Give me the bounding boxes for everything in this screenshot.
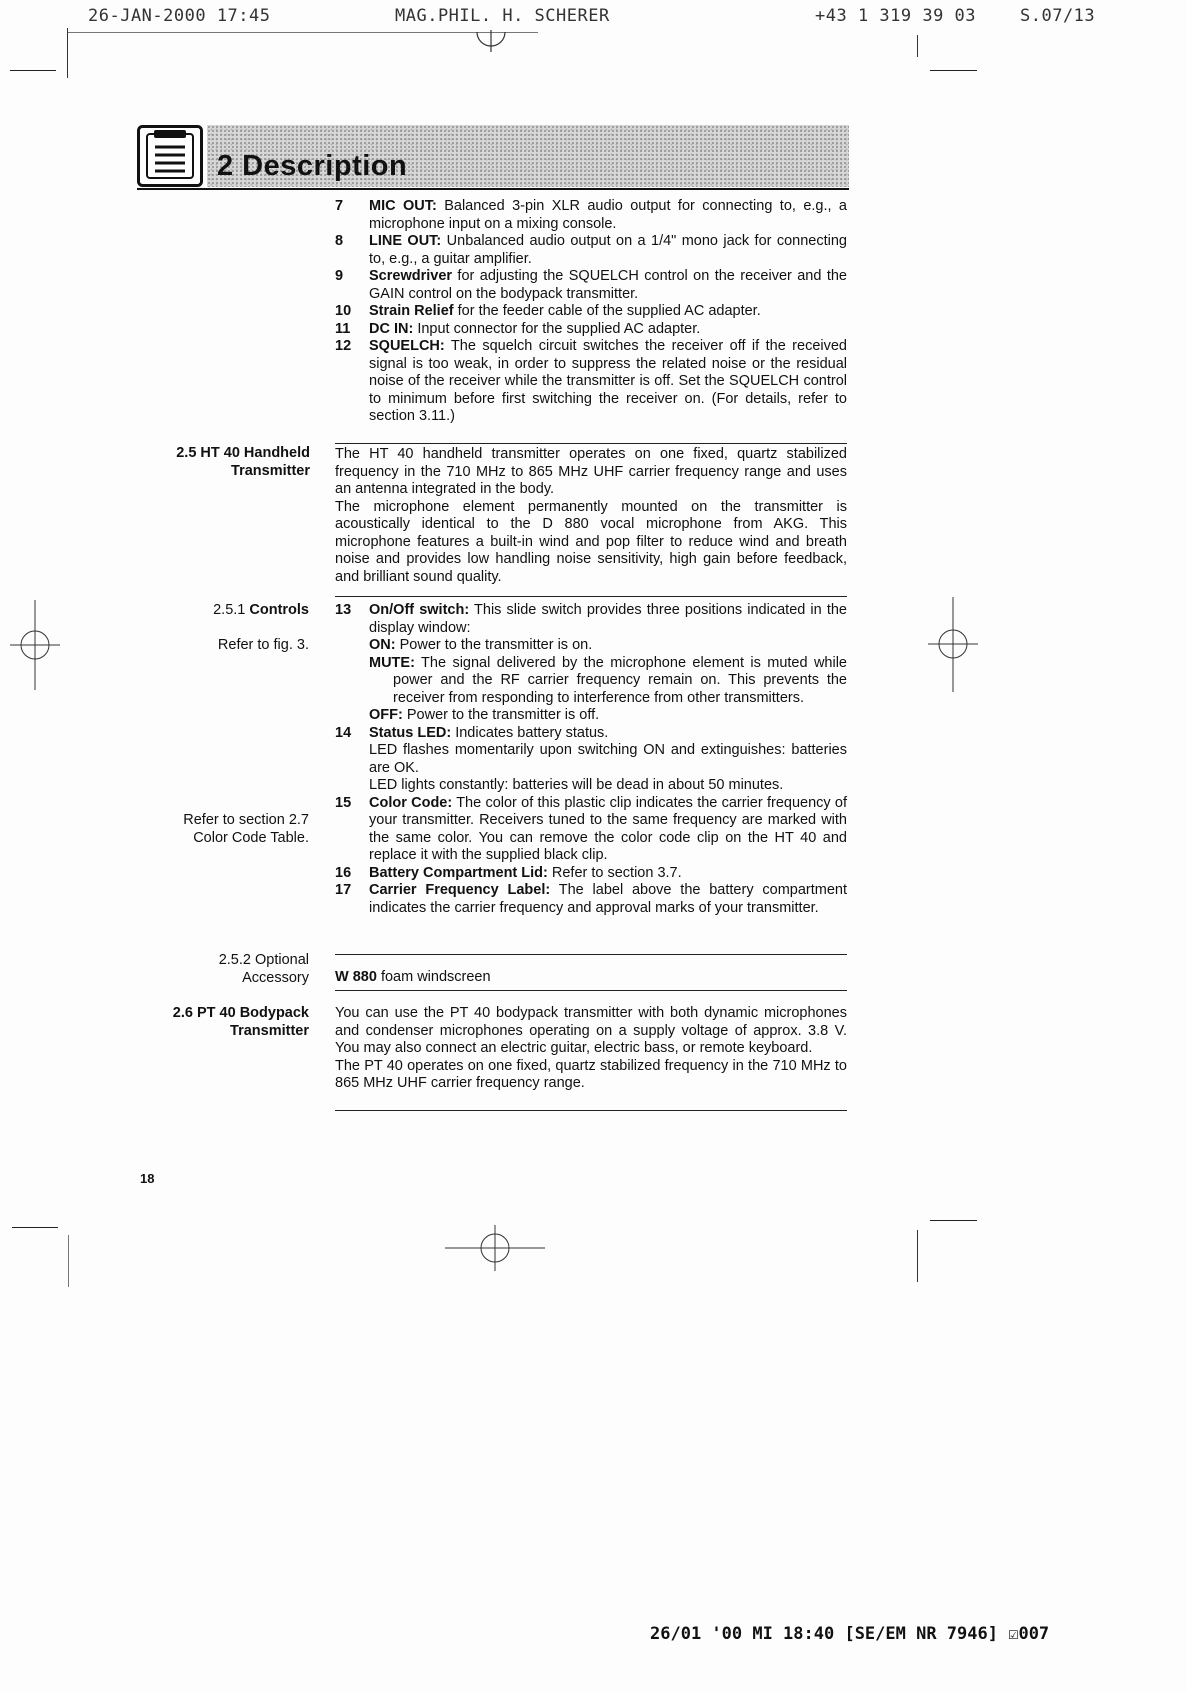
items-top <box>335 198 847 426</box>
crop-mark <box>68 1235 69 1287</box>
list-item <box>335 882 847 917</box>
switch-position-off <box>369 707 847 725</box>
item-term: On/Off switch: <box>369 602 470 618</box>
fax-phone: +43 1 319 39 03 <box>815 6 977 26</box>
item-text: Balanced 3-pin XLR audio output for connecting to, e.g., a microphone input on a mixing console. <box>369 198 847 232</box>
registration-mark-top <box>475 30 507 52</box>
item-text: This slide switch provides three positions indicated in the display window: <box>369 602 847 636</box>
item-term: Status LED: <box>369 724 452 741</box>
position-text: Power to the transmitter is off. <box>402 707 600 723</box>
item-number: 15 <box>335 794 352 811</box>
fax-scan-line <box>68 32 538 33</box>
list-item <box>335 865 847 883</box>
item-number: 12 <box>335 338 352 354</box>
switch-position-mute <box>369 655 847 708</box>
accessory-body <box>335 969 847 987</box>
section-rule <box>335 1110 847 1111</box>
position-text: Power to the transmitter is on. <box>395 637 593 653</box>
section-rule <box>335 954 847 955</box>
crop-mark <box>67 28 68 78</box>
chapter-title: 2 Description <box>217 150 408 182</box>
item-text: Indicates battery status. <box>451 724 609 741</box>
item-term: Carrier Frequency Label: <box>369 882 551 898</box>
item-number: 14 <box>335 724 352 741</box>
list-item <box>335 602 847 637</box>
item-text: for the feeder cable of the supplied AC adapter. <box>453 303 761 319</box>
list-item <box>335 233 847 268</box>
chapter-banner <box>137 125 849 190</box>
item-text: The squelch circuit switches the receiver off if the received signal is too weak, in order to suppress the related noise or the residual noise of the receiver while the transmitter is off. Set the SQUELCH control to minimum before first switching the receiver on. (For details, refer to section 3.11.) <box>369 338 847 424</box>
led-status-low: LED lights constantly: batteries will be dead in about 50 minutes. <box>369 777 784 793</box>
ht40-paragraph: The microphone element permanently mounted on the transmitter is acoustically identical to the D 880 vocal microphone from AKG. This microphone features a built-in wind and pop filter to reduce wind and breath noise and provides low handling noise sensitivity, high gain before feedback, and brilliant sound quality. <box>335 498 847 585</box>
list-item <box>335 321 847 339</box>
crop-mark <box>12 1227 58 1228</box>
crop-mark <box>930 70 977 71</box>
item-number: 11 <box>335 320 351 337</box>
registration-mark-left <box>10 600 60 690</box>
item-number: 8 <box>335 233 344 249</box>
item-term: Screwdriver <box>369 268 453 284</box>
controls-body <box>335 602 847 917</box>
item-number: 17 <box>335 882 352 898</box>
item-term: MIC OUT: <box>369 198 437 214</box>
section-rule <box>335 443 847 444</box>
list-item <box>335 198 847 233</box>
item-term: SQUELCH: <box>369 338 445 354</box>
item-term: DC IN: <box>369 320 414 337</box>
section-heading-controls <box>130 602 309 620</box>
item-number: 16 <box>335 864 352 881</box>
ht40-paragraph: The HT 40 handheld transmitter operates on one fixed, quartz stabilized frequency in the 710 MHz to 865 MHz UHF carrier frequency range and uses an antenna integrated in the body. <box>335 446 847 497</box>
section-heading-accessory: 2.5.2 Optional Accessory <box>218 952 309 986</box>
controls-heading-number: 2.5.1 <box>213 602 246 618</box>
controls-note-color-code: Refer to section 2.7 Color Code Table. <box>183 812 309 846</box>
fax-page: S.07/13 <box>1020 6 1096 26</box>
item-number: 9 <box>335 268 344 284</box>
position-term: OFF: <box>369 707 403 723</box>
pt40-paragraph: You can use the PT 40 bodypack transmitter with both dynamic microphones and condenser microphones operating on a supply voltage of approx. 3.8 V. You may also connect an electric guitar, electric bass, or remote keyboard. <box>335 1005 847 1056</box>
fax-footer: 26/01 '00 MI 18:40 [SE/EM NR 7946] ☑007 <box>650 1624 1050 1644</box>
list-item <box>335 725 847 743</box>
document-icon <box>137 125 203 187</box>
position-term: MUTE: <box>369 654 415 671</box>
section-rule <box>335 990 847 991</box>
section-heading-pt40: 2.6 PT 40 Bodypack Transmitter <box>172 1005 309 1039</box>
led-status-ok: LED flashes momentarily upon switching ON and extinguishes: batteries are OK. <box>369 742 847 776</box>
crop-mark <box>930 1220 977 1221</box>
ht40-body <box>335 446 847 586</box>
crop-mark <box>917 35 918 57</box>
item-text: Refer to section 3.7. <box>547 864 682 881</box>
registration-mark-right <box>928 597 978 692</box>
crop-mark <box>10 70 56 71</box>
item-text: Unbalanced audio output on a 1/4" mono jack for connecting to, e.g., a guitar amplifier. <box>369 233 847 267</box>
page-number: 18 <box>140 1171 155 1186</box>
accessory-term: W 880 <box>335 969 377 985</box>
item-text: The label above the battery compartment indicates the carrier frequency and approval marks of your transmitter. <box>369 882 847 916</box>
accessory-text: foam windscreen <box>376 969 491 985</box>
section-heading-ht40: 2.5 HT 40 Handheld Transmitter <box>176 445 310 479</box>
switch-position-on <box>369 637 847 655</box>
list-item <box>335 795 847 865</box>
item-term: Battery Compartment Lid: <box>369 864 548 881</box>
item-number: 7 <box>335 198 344 214</box>
pt40-paragraph: The PT 40 operates on one fixed, quartz stabilized frequency in the 710 MHz to 865 MHz UHF carrier frequency range. <box>335 1057 847 1091</box>
item-term: LINE OUT: <box>369 233 442 249</box>
pt40-body <box>335 1005 847 1093</box>
controls-heading-label: Controls <box>249 602 309 618</box>
banner-underline <box>137 188 849 190</box>
item-term: Color Code: <box>369 794 453 811</box>
crop-mark <box>917 1230 918 1282</box>
item-term: Strain Relief <box>369 303 454 319</box>
list-item <box>335 338 847 426</box>
position-term: ON: <box>369 637 396 653</box>
fax-sender: MAG.PHIL. H. SCHERER <box>395 6 610 26</box>
position-text: The signal delivered by the microphone element is muted while power and the RF carrier frequency remain on. This prevents the receiver from responding to interference from other transmitters. <box>393 654 847 706</box>
section-rule <box>335 596 847 597</box>
item-text: The color of this plastic clip indicates the carrier frequency of your transmitter. Receivers tuned to the same frequency are marked with the same color. You can remove the color code clip on the HT 40 and replace it with the supplied black clip. <box>369 794 847 863</box>
fax-date-time: 26-JAN-2000 17:45 <box>88 6 271 26</box>
list-item <box>335 268 847 303</box>
controls-note-fig: Refer to fig. 3. <box>217 637 309 653</box>
registration-mark-bottom <box>445 1225 545 1271</box>
item-text: Input connector for the supplied AC adapter. <box>413 320 701 337</box>
item-text: for adjusting the SQUELCH control on the receiver and the GAIN control on the bodypack transmitter. <box>369 268 847 302</box>
item-number: 10 <box>335 303 352 319</box>
item-number: 13 <box>335 602 352 618</box>
list-item <box>335 303 847 321</box>
